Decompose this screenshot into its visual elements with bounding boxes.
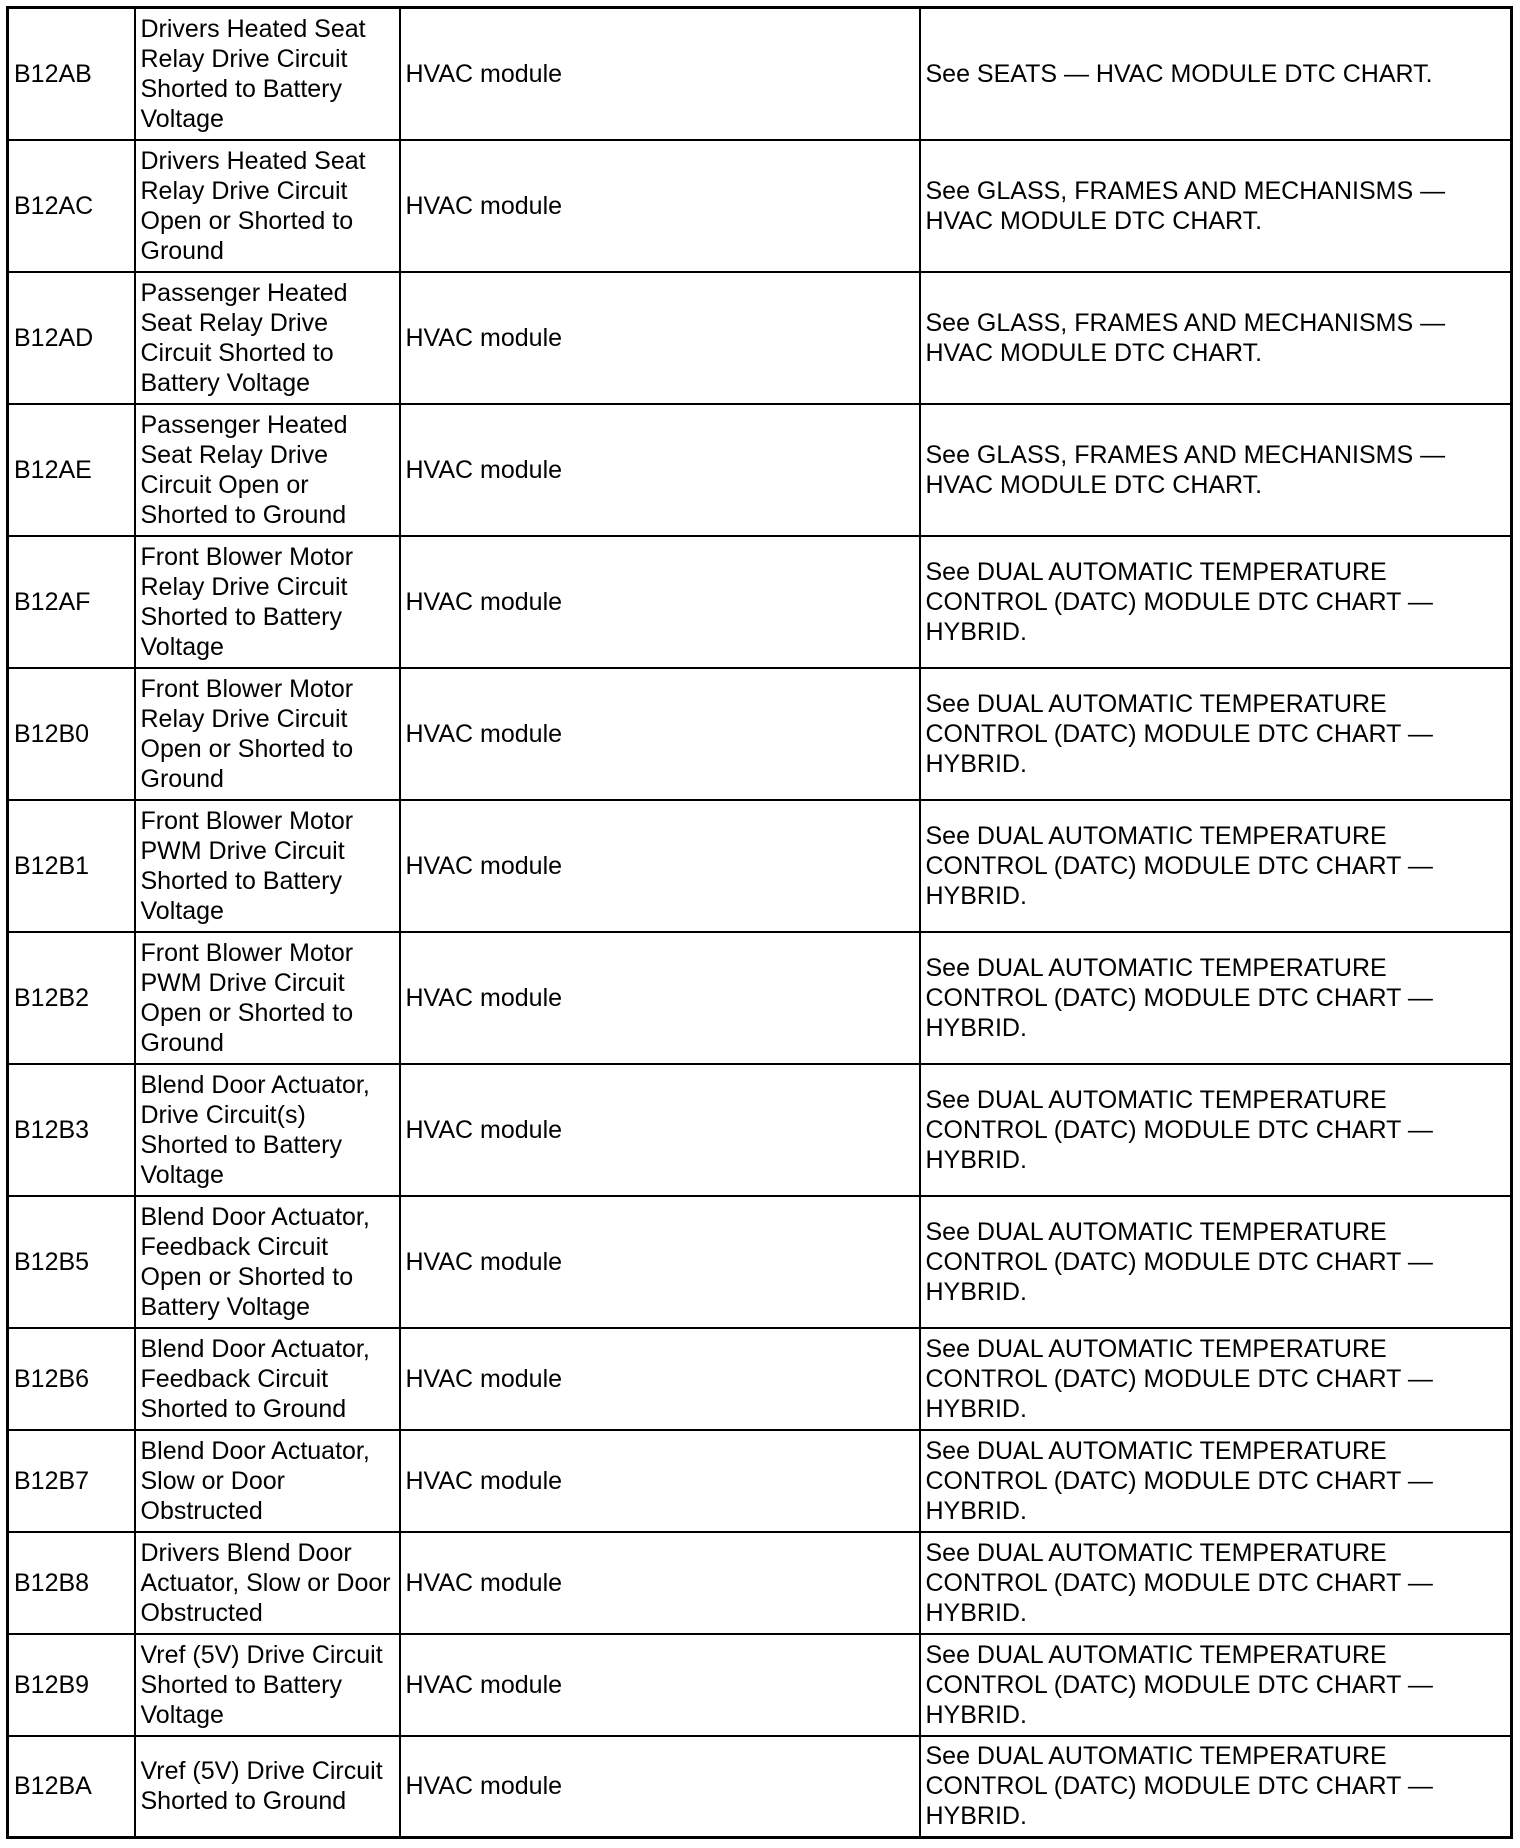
dtc-code-cell: B12B9 bbox=[8, 1634, 135, 1736]
dtc-description-cell: Blend Door Actuator, Slow or Door Obstructed bbox=[135, 1430, 400, 1532]
module-cell: HVAC module bbox=[400, 1328, 920, 1430]
module-cell: HVAC module bbox=[400, 1064, 920, 1196]
action-cell: See GLASS, FRAMES AND MECHANISMS — HVAC MODULE DTC CHART. bbox=[920, 272, 1512, 404]
table-row bbox=[8, 932, 1512, 1064]
dtc-code-cell: B12B2 bbox=[8, 932, 135, 1064]
dtc-code-cell: B12BA bbox=[8, 1736, 135, 1838]
module-cell: HVAC module bbox=[400, 272, 920, 404]
module-cell: HVAC module bbox=[400, 932, 920, 1064]
action-cell: See GLASS, FRAMES AND MECHANISMS — HVAC MODULE DTC CHART. bbox=[920, 404, 1512, 536]
module-cell: HVAC module bbox=[400, 1532, 920, 1634]
table-row bbox=[8, 8, 1512, 140]
dtc-code-cell: B12B8 bbox=[8, 1532, 135, 1634]
dtc-code-cell: B12AB bbox=[8, 8, 135, 140]
dtc-table bbox=[6, 6, 1513, 1839]
table-row bbox=[8, 1430, 1512, 1532]
dtc-description-cell: Vref (5V) Drive Circuit Shorted to Battery Voltage bbox=[135, 1634, 400, 1736]
dtc-code-cell: B12AC bbox=[8, 140, 135, 272]
dtc-code-cell: B12AF bbox=[8, 536, 135, 668]
dtc-description-cell: Front Blower Motor Relay Drive Circuit Shorted to Battery Voltage bbox=[135, 536, 400, 668]
dtc-description-cell: Passenger Heated Seat Relay Drive Circuit Shorted to Battery Voltage bbox=[135, 272, 400, 404]
table-row bbox=[8, 1196, 1512, 1328]
dtc-description-cell: Front Blower Motor PWM Drive Circuit Open or Shorted to Ground bbox=[135, 932, 400, 1064]
table-row bbox=[8, 1328, 1512, 1430]
action-cell: See DUAL AUTOMATIC TEMPERATURE CONTROL (DATC) MODULE DTC CHART — HYBRID. bbox=[920, 1736, 1512, 1838]
module-cell: HVAC module bbox=[400, 140, 920, 272]
dtc-description-cell: Drivers Heated Seat Relay Drive Circuit Open or Shorted to Ground bbox=[135, 140, 400, 272]
dtc-description-cell: Drivers Blend Door Actuator, Slow or Door Obstructed bbox=[135, 1532, 400, 1634]
module-cell: HVAC module bbox=[400, 668, 920, 800]
action-cell: See DUAL AUTOMATIC TEMPERATURE CONTROL (DATC) MODULE DTC CHART — HYBRID. bbox=[920, 1532, 1512, 1634]
module-cell: HVAC module bbox=[400, 404, 920, 536]
dtc-description-cell: Passenger Heated Seat Relay Drive Circuit Open or Shorted to Ground bbox=[135, 404, 400, 536]
module-cell: HVAC module bbox=[400, 800, 920, 932]
module-cell: HVAC module bbox=[400, 1736, 920, 1838]
table-row bbox=[8, 1064, 1512, 1196]
table-row bbox=[8, 1532, 1512, 1634]
dtc-description-cell: Blend Door Actuator, Drive Circuit(s) Shorted to Battery Voltage bbox=[135, 1064, 400, 1196]
action-cell: See DUAL AUTOMATIC TEMPERATURE CONTROL (DATC) MODULE DTC CHART — HYBRID. bbox=[920, 1328, 1512, 1430]
module-cell: HVAC module bbox=[400, 536, 920, 668]
table-row bbox=[8, 1634, 1512, 1736]
table-row bbox=[8, 272, 1512, 404]
action-cell: See GLASS, FRAMES AND MECHANISMS — HVAC MODULE DTC CHART. bbox=[920, 140, 1512, 272]
module-cell: HVAC module bbox=[400, 1430, 920, 1532]
action-cell: See DUAL AUTOMATIC TEMPERATURE CONTROL (DATC) MODULE DTC CHART — HYBRID. bbox=[920, 932, 1512, 1064]
dtc-code-cell: B12B5 bbox=[8, 1196, 135, 1328]
dtc-code-cell: B12B6 bbox=[8, 1328, 135, 1430]
action-cell: See DUAL AUTOMATIC TEMPERATURE CONTROL (DATC) MODULE DTC CHART — HYBRID. bbox=[920, 1634, 1512, 1736]
action-cell: See DUAL AUTOMATIC TEMPERATURE CONTROL (DATC) MODULE DTC CHART — HYBRID. bbox=[920, 1064, 1512, 1196]
dtc-code-cell: B12B3 bbox=[8, 1064, 135, 1196]
dtc-code-cell: B12B0 bbox=[8, 668, 135, 800]
action-cell: See DUAL AUTOMATIC TEMPERATURE CONTROL (DATC) MODULE DTC CHART — HYBRID. bbox=[920, 800, 1512, 932]
action-cell: See DUAL AUTOMATIC TEMPERATURE CONTROL (DATC) MODULE DTC CHART — HYBRID. bbox=[920, 668, 1512, 800]
dtc-description-cell: Drivers Heated Seat Relay Drive Circuit Shorted to Battery Voltage bbox=[135, 8, 400, 140]
dtc-code-cell: B12AD bbox=[8, 272, 135, 404]
dtc-code-cell: B12B7 bbox=[8, 1430, 135, 1532]
dtc-description-cell: Blend Door Actuator, Feedback Circuit Shorted to Ground bbox=[135, 1328, 400, 1430]
action-cell: See DUAL AUTOMATIC TEMPERATURE CONTROL (DATC) MODULE DTC CHART — HYBRID. bbox=[920, 1430, 1512, 1532]
module-cell: HVAC module bbox=[400, 1196, 920, 1328]
table-row bbox=[8, 1736, 1512, 1838]
module-cell: HVAC module bbox=[400, 1634, 920, 1736]
dtc-code-cell: B12B1 bbox=[8, 800, 135, 932]
action-cell: See DUAL AUTOMATIC TEMPERATURE CONTROL (DATC) MODULE DTC CHART — HYBRID. bbox=[920, 1196, 1512, 1328]
action-cell: See DUAL AUTOMATIC TEMPERATURE CONTROL (DATC) MODULE DTC CHART — HYBRID. bbox=[920, 536, 1512, 668]
dtc-description-cell: Vref (5V) Drive Circuit Shorted to Ground bbox=[135, 1736, 400, 1838]
module-cell: HVAC module bbox=[400, 8, 920, 140]
table-row bbox=[8, 800, 1512, 932]
dtc-description-cell: Front Blower Motor PWM Drive Circuit Shorted to Battery Voltage bbox=[135, 800, 400, 932]
dtc-code-cell: B12AE bbox=[8, 404, 135, 536]
table-row bbox=[8, 140, 1512, 272]
table-row bbox=[8, 404, 1512, 536]
dtc-description-cell: Front Blower Motor Relay Drive Circuit Open or Shorted to Ground bbox=[135, 668, 400, 800]
table-row bbox=[8, 668, 1512, 800]
action-cell: See SEATS — HVAC MODULE DTC CHART. bbox=[920, 8, 1512, 140]
table-row bbox=[8, 536, 1512, 668]
dtc-description-cell: Blend Door Actuator, Feedback Circuit Open or Shorted to Battery Voltage bbox=[135, 1196, 400, 1328]
